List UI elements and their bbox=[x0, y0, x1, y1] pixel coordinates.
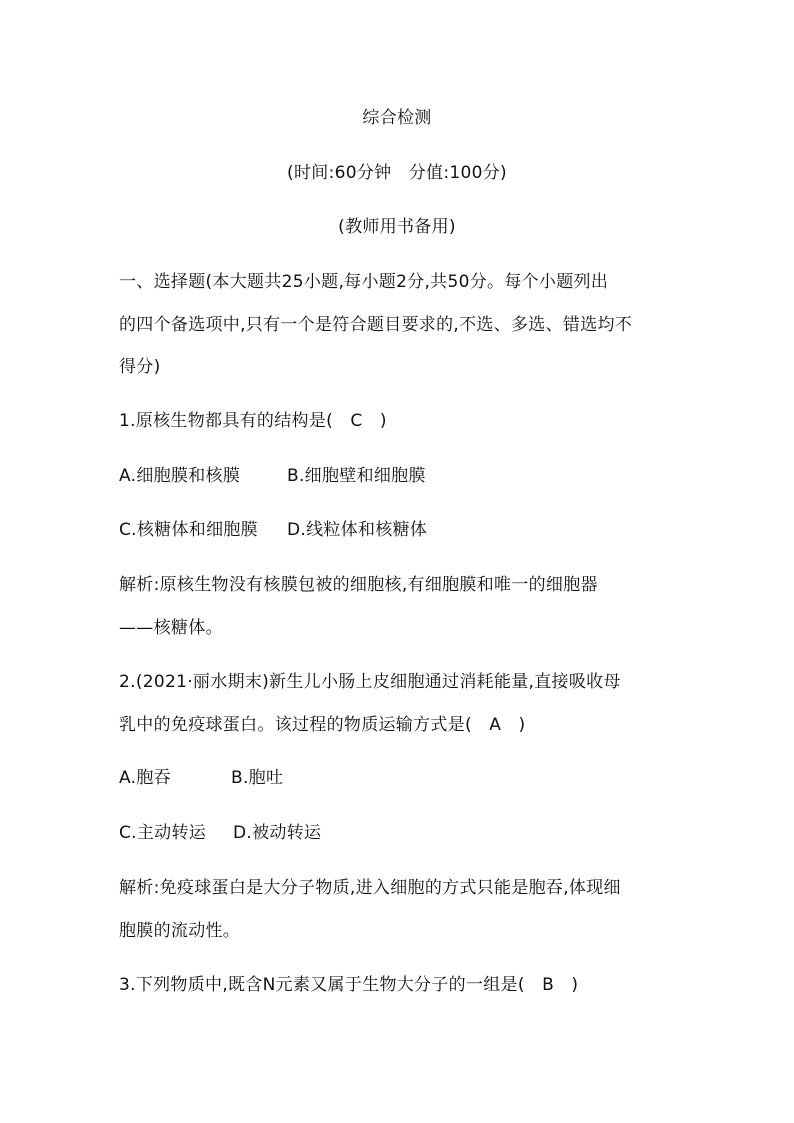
question-2-option-c: C.主动转运 bbox=[119, 823, 207, 843]
question-1-stem: 1.原核生物都具有的结构是( C ) bbox=[119, 411, 387, 431]
question-2-option-a: A.胞吞 bbox=[119, 768, 171, 788]
question-2-stem-line-1: 2.(2021·丽水期末)新生儿小肠上皮细胞通过消耗能量,直接吸收母 bbox=[119, 672, 621, 692]
question-1-option-a: A.细胞膜和核膜 bbox=[119, 466, 241, 486]
page-title: 综合检测 bbox=[362, 108, 432, 128]
question-1-analysis-line-1: 解析:原核生物没有核膜包被的细胞核,有细胞膜和唯一的细胞器 bbox=[119, 575, 598, 595]
section-instruction-line-2: 的四个备选项中,只有一个是符合题目要求的,不选、多选、错选均不 bbox=[119, 315, 633, 335]
question-2-stem-line-2: 乳中的免疫球蛋白。该过程的物质运输方式是( A ) bbox=[119, 715, 526, 735]
question-2-option-d: D.被动转运 bbox=[233, 823, 322, 843]
question-2-analysis-line-2: 胞膜的流动性。 bbox=[119, 921, 241, 941]
question-2-analysis-line-1: 解析:免疫球蛋白是大分子物质,进入细胞的方式只能是胞吞,体现细 bbox=[119, 878, 621, 898]
question-3-stem: 3.下列物质中,既含N元素又属于生物大分子的一组是( B ) bbox=[119, 975, 579, 995]
section-instruction-line-3: 得分) bbox=[119, 357, 161, 377]
question-1-options-row-2 bbox=[119, 519, 679, 541]
question-1-option-c: C.核糖体和细胞膜 bbox=[119, 520, 258, 540]
question-1-option-b: B.细胞壁和细胞膜 bbox=[287, 466, 426, 486]
teacher-note: (教师用书备用) bbox=[338, 217, 456, 237]
question-2-options-row-2 bbox=[119, 822, 679, 844]
question-2-option-b: B.胞吐 bbox=[231, 768, 284, 788]
question-1-options-row-1 bbox=[119, 465, 679, 487]
time-info: (时间:60分钟 分值:100分) bbox=[287, 163, 507, 183]
question-2-options-row-1 bbox=[119, 767, 679, 789]
question-1-analysis-line-2: ——核糖体。 bbox=[119, 618, 223, 638]
question-1-option-d: D.线粒体和核糖体 bbox=[287, 520, 428, 540]
section-instruction-line-1: 一、选择题(本大题共25小题,每小题2分,共50分。每个小题列出 bbox=[119, 272, 609, 292]
